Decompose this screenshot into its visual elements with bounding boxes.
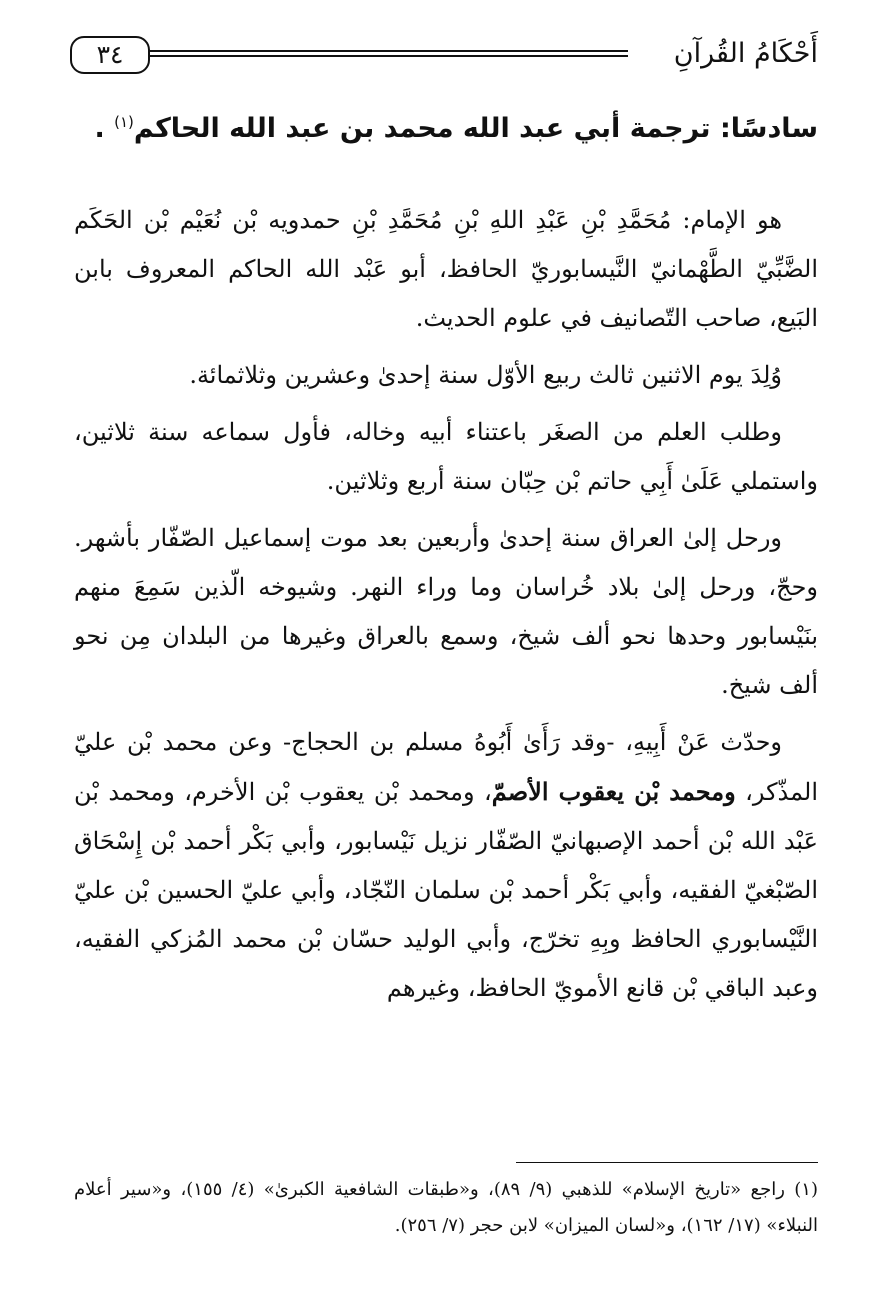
- book-title: أَحْكَامُ القُرآنِ: [673, 38, 818, 69]
- section-heading-text: سادسًا: ترجمة أبي عبد الله محمد بن عبد الله الحاكم: [133, 113, 818, 144]
- footnotes: [74, 1172, 818, 1244]
- footnote-1: (١) راجع «تاريخ الإسلام» للذهبي (٩/ ٨٩)، و«طبقات الشافعية الكبرىٰ» (٤/ ١٥٥)، و«سير أعلام النبلاء» (١٧/ ١٦٢)، و«لسان الميزان» لابن حجر (٧/ ٢٥٦).: [74, 1179, 818, 1236]
- narration-bold-name: ومحمد بْن يعقوب الأصمّ: [491, 777, 736, 806]
- running-header: [70, 36, 818, 80]
- narration-text-end: ، ومحمد بْن يعقوب بْن الأخرم، ومحمد بْن عَبْد الله بْن أحمد الإصبهانيّ الصّفّار نزيل نَيْسابور، وأبي بَكْر أحمد بْن إِسْحَاق الصّبْغيّ الفقيه، وأبي بَكْر أحمد بْن سلمان النّجّاد، وأبي عليّ الحسين بْن عليّ النَّيْسابوري الحافظ وبِهِ تخرّج، وأبي الوليد حسّان بْن محمد المُزكي الفقيه، وعبد الباقي بْن قانع الأمويّ الحافظ، وغيرهم: [74, 778, 818, 1002]
- paragraph-travel: ورحل إلىٰ العراق سنة إحدىٰ وأربعين بعد موت إسماعيل الصّفّار بأشهر. وحجّ، ورحل إلىٰ بلاد خُراسان وما وراء النهر. وشيوخه الّذين سَمِعَ منهم بنَيْسابور وحدها نحو ألف شيخ، وسمع بالعراق وغيرها من البلدان مِن نحو ألف شيخ.: [74, 524, 818, 699]
- paragraph-study: وطلب العلم من الصغَر باعتناء أبيه وخاله، فأول سماعه سنة ثلاثين، واستملي عَلَىٰ أَبِي حاتم بْن حِبّان سنة أربع وثلاثين.: [74, 418, 818, 495]
- page-number: ٣٤: [70, 36, 150, 74]
- heading-trailing-dot: .: [94, 113, 115, 144]
- footnote-separator: [516, 1162, 818, 1163]
- section-heading: [70, 100, 818, 151]
- narration-text-start: وحدّث عَنْ أَبِيهِ، -وقد رَأَىٰ أَبُوهُ مسلم بن الحجاج- وعن محمد بْن عليّ المذّكر،: [74, 728, 818, 806]
- paragraph-birth: وُلِدَ يوم الاثنين ثالث ربيع الأوّل سنة إحدىٰ وعشرين وثلاثمائة.: [189, 361, 782, 389]
- footnote-reference[interactable]: (١): [114, 113, 134, 131]
- body-text: [74, 196, 818, 1021]
- header-double-rule: [150, 50, 628, 57]
- paragraph-intro: هو الإمام: مُحَمَّدِ بْنِ عَبْدِ اللهِ بْنِ مُحَمَّدِ بْنِ حمدويه بْن نُعَيْم بْن الحَكَم الضَّبِّيّ الطَّهْمانيّ النَّيسابوريّ الحافظ، أبو عَبْد الله الحاكم المعروف بابن البَيع، صاحب التّصانيف في علوم الحديث.: [74, 206, 818, 332]
- paragraph-narration: [74, 718, 818, 1013]
